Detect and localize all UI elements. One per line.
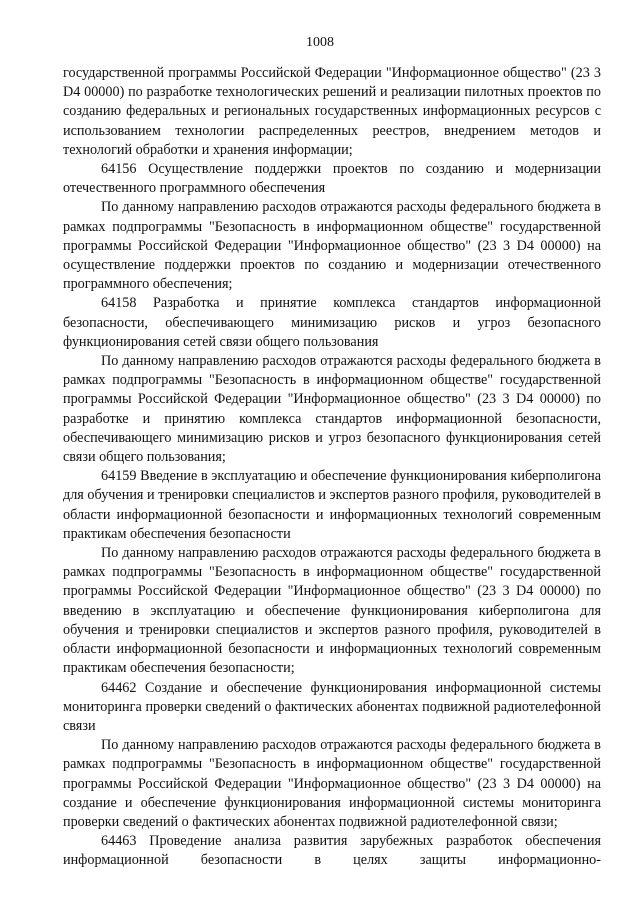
paragraph-description-64462: По данному направлению расходов отражаются расходы федерального бюджета в рамках подпрограммы "Безопасность в информационном обществе" государственной программы Российской Федерации "Информационное общество" (23 3 D4 00000) на создание и обеспечение функционирования информационной системы мониторинга проверки сведений о фактических абонентах подвижной радиотелефонной связи; [63,737,601,830]
page-number: 1008 [306,35,334,50]
paragraph-heading-64462: 64462 Создание и обеспечение функционирования информационной системы мониторинга проверки сведений о фактических абонентах подвижной радиотелефонной связи [63,679,601,734]
paragraph-description-64156: По данному направлению расходов отражаются расходы федерального бюджета в рамках подпрограммы "Безопасность в информационном обществе" государственной программы Российской Федерации "Информационное общество" (23 3 D4 00000) на осуществление поддержки проектов по созданию и модернизации отечественного программного обеспечения; [63,199,601,293]
paragraph-heading-64158: 64158 Разработка и принятие комплекса стандартов информационной безопасности, обеспечивающего минимизацию рисков и угроз безопасного функционирования сетей связи общего пользования [63,295,601,350]
document-body [63,64,601,871]
paragraph-continuation: государственной программы Российской Федерации "Информационное общество" (23 3 D4 00000) по разработке технологических решений и реализации пилотных проектов по созданию федеральных и региональных государственных информационных ресурсов с использованием технологии распределенных реестров, внедрением методов и технологий обработки и хранения информации; [63,65,601,158]
paragraph-description-64159: По данному направлению расходов отражаются расходы федерального бюджета в рамках подпрограммы "Безопасность в информационном обществе" государственной программы Российской Федерации "Информационное общество" (23 3 D4 00000) по введению в эксплуатацию и обеспечение функционирования киберполигона для обучения и тренировки специалистов и экспертов разного профиля, руководителей в области информационной безопасности и информационных технологий современным практикам обеспечения безопасности; [63,545,601,677]
paragraph-heading-64463: 64463 Проведение анализа развития зарубежных разработок обеспечения информационной безопасности в целях защиты информационно- [63,833,601,869]
paragraph-heading-64156: 64156 Осуществление поддержки проектов по созданию и модернизации отечественного программного обеспечения [63,161,601,197]
paragraph-heading-64159: 64159 Введение в эксплуатацию и обеспечение функционирования киберполигона для обучения и тренировки специалистов и экспертов разного профиля, руководителей в области информационной безопасности и информационных технологий современным практикам обеспечения безопасности [63,468,601,542]
paragraph-description-64158: По данному направлению расходов отражаются расходы федерального бюджета в рамках подпрограммы "Безопасность в информационном обществе" государственной программы Российской Федерации "Информационное общество" (23 3 D4 00000) по разработке и принятию комплекса стандартов информационной безопасности, обеспечивающего минимизацию рисков и угроз безопасного функционирования сетей связи общего пользования; [63,353,601,466]
